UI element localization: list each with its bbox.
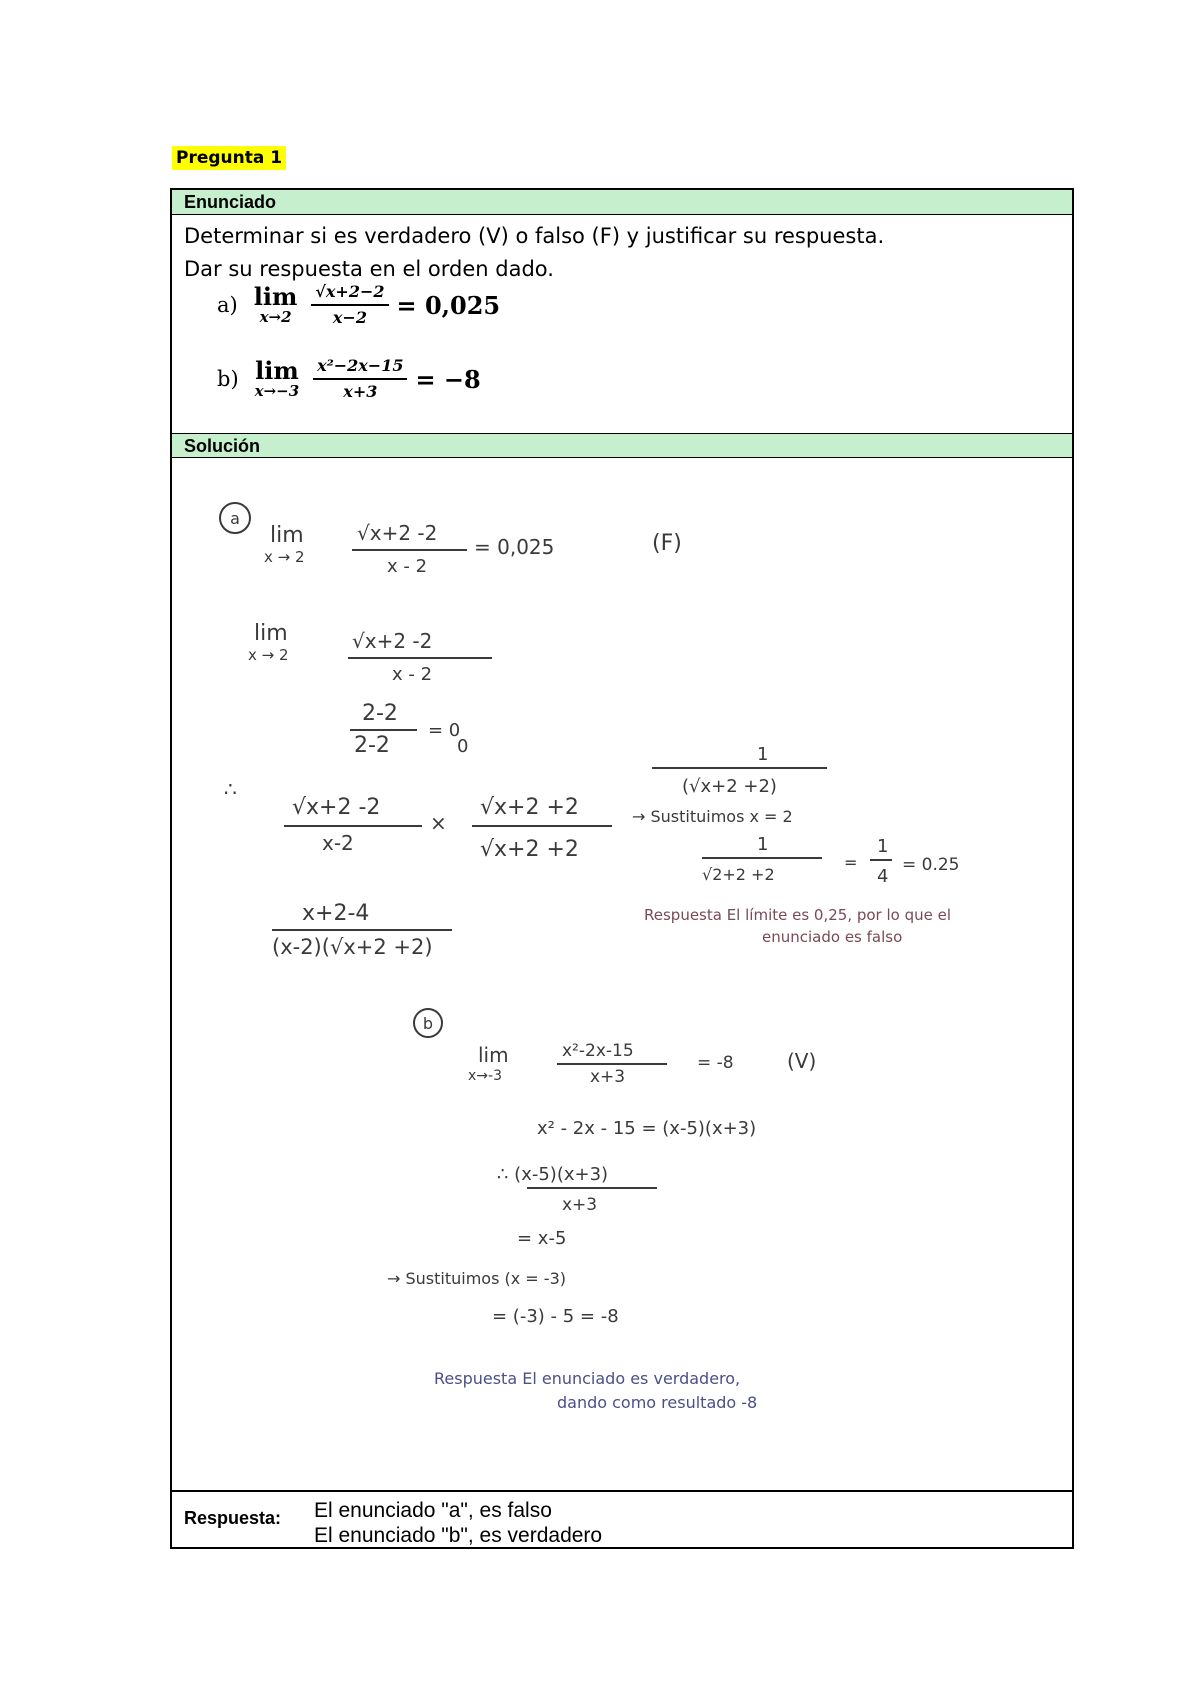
item-a <box>217 282 500 328</box>
a-numerator: √x+2 -2 <box>357 521 438 545</box>
item-b-lim-word: lim <box>255 356 299 385</box>
sub-numerator: 2-2 <box>362 701 398 726</box>
mid-numerator: x+2-4 <box>302 901 370 926</box>
item-b-denominator: x+3 <box>343 382 378 401</box>
item-a-lim-word: lim <box>253 282 298 311</box>
b-frac-numerator: ∴ (x-5)(x+3) <box>497 1164 609 1185</box>
conj2-numerator: √x+2 +2 <box>480 795 579 820</box>
eval-result-den: 4 <box>877 866 889 887</box>
a-rhs: = 0,025 <box>474 535 555 559</box>
therefore-sign: ∴ <box>224 777 237 801</box>
item-a-rhs: = 0,025 <box>396 290 501 320</box>
b-factor: x² - 2x - 15 = (x-5)(x+3) <box>537 1118 757 1139</box>
enunciado-body <box>184 220 1062 286</box>
respuesta-row <box>172 1492 1072 1547</box>
enunciado-line-2: Dar su respuesta en el orden dado. <box>184 257 554 281</box>
item-a-label: a) <box>217 293 238 317</box>
a2-lim-sub: x → 2 <box>248 646 289 664</box>
eval-denominator: √2+2 +2 <box>702 865 775 884</box>
handwritten-solution <box>172 458 1072 1490</box>
resp-a-line-1: Respuesta El límite es 0,25, por lo que el <box>644 906 952 924</box>
arrow-sustituimos: → Sustituimos x = 2 <box>632 807 793 826</box>
b-lim-sub: x→-3 <box>468 1068 502 1084</box>
conj-numerator: √x+2 -2 <box>292 795 381 820</box>
item-b-label: b) <box>217 367 239 391</box>
sub-rhs-den: 0 <box>457 736 469 757</box>
a-verdict: (F) <box>652 531 682 556</box>
b-frac-denominator: x+3 <box>562 1195 598 1215</box>
a-denominator: x - 2 <box>387 556 428 577</box>
respuesta-line-1: El enunciado "a", es falso <box>314 1499 552 1522</box>
b-evaluation: = (-3) - 5 = -8 <box>492 1306 619 1327</box>
item-a-fraction <box>311 282 388 328</box>
a2-lim: lim <box>254 621 288 646</box>
resp-a-line-2: enunciado es falso <box>762 928 903 946</box>
item-a-lim-sub: x→2 <box>259 308 292 326</box>
item-b-limit <box>254 356 300 400</box>
eval-result: = 0.25 <box>902 855 960 875</box>
simp-numerator: 1 <box>757 744 769 765</box>
respuesta-line-2: El enunciado "b", es verdadero <box>314 1524 603 1547</box>
conj2-denominator: √x+2 +2 <box>480 837 579 862</box>
a-lim: lim <box>270 523 304 548</box>
respuesta-text <box>314 1498 602 1548</box>
enunciado-header: Enunciado <box>172 190 1072 215</box>
item-b-numerator: x²−2x−15 <box>313 356 407 380</box>
enunciado-line-1: Determinar si es verdadero (V) o falso (F) y justificar su respuesta. <box>184 224 885 248</box>
resp-b-line-1: Respuesta El enunciado es verdadero, <box>434 1369 741 1388</box>
eval-numerator: 1 <box>757 834 769 855</box>
item-b <box>217 356 481 402</box>
resp-b-line-2: dando como resultado -8 <box>557 1393 758 1412</box>
b-denominator: x+3 <box>590 1067 626 1087</box>
question-label: Pregunta 1 <box>172 146 286 170</box>
item-b-fraction <box>313 356 407 402</box>
a-mark: a <box>230 509 240 528</box>
b-rhs: = -8 <box>697 1053 734 1073</box>
respuesta-label: Respuesta: <box>184 1508 282 1528</box>
a-lim-sub: x → 2 <box>264 548 305 566</box>
mid-denominator: (x-2)(√x+2 +2) <box>272 935 433 959</box>
item-b-lim-sub: x→−3 <box>254 382 300 400</box>
b-sustituimos: → Sustituimos (x = -3) <box>387 1269 566 1288</box>
item-b-rhs: = −8 <box>415 364 481 394</box>
b-verdict: (V) <box>787 1049 817 1073</box>
b-mark: b <box>422 1014 434 1033</box>
solucion-area <box>172 458 1072 1492</box>
sub-rhs: = 0 <box>428 720 461 741</box>
simp-denominator: (√x+2 +2) <box>682 776 777 797</box>
b-simplified: = x-5 <box>517 1228 567 1249</box>
sub-denominator: 2-2 <box>354 733 390 758</box>
item-a-limit <box>253 282 298 326</box>
question-table <box>170 188 1074 1549</box>
a2-numerator: √x+2 -2 <box>352 629 433 653</box>
conj-denominator: x-2 <box>322 831 354 855</box>
item-a-denominator: x−2 <box>332 308 367 327</box>
b-lim: lim <box>478 1043 509 1067</box>
a2-denominator: x - 2 <box>392 664 433 685</box>
solucion-header: Solución <box>172 433 1072 458</box>
item-a-numerator: √x+2−2 <box>311 282 388 306</box>
times-sign: × <box>430 811 447 835</box>
eval-result-num: 1 <box>877 836 889 857</box>
b-numerator: x²-2x-15 <box>562 1041 634 1061</box>
eval-equals: = <box>844 853 858 872</box>
